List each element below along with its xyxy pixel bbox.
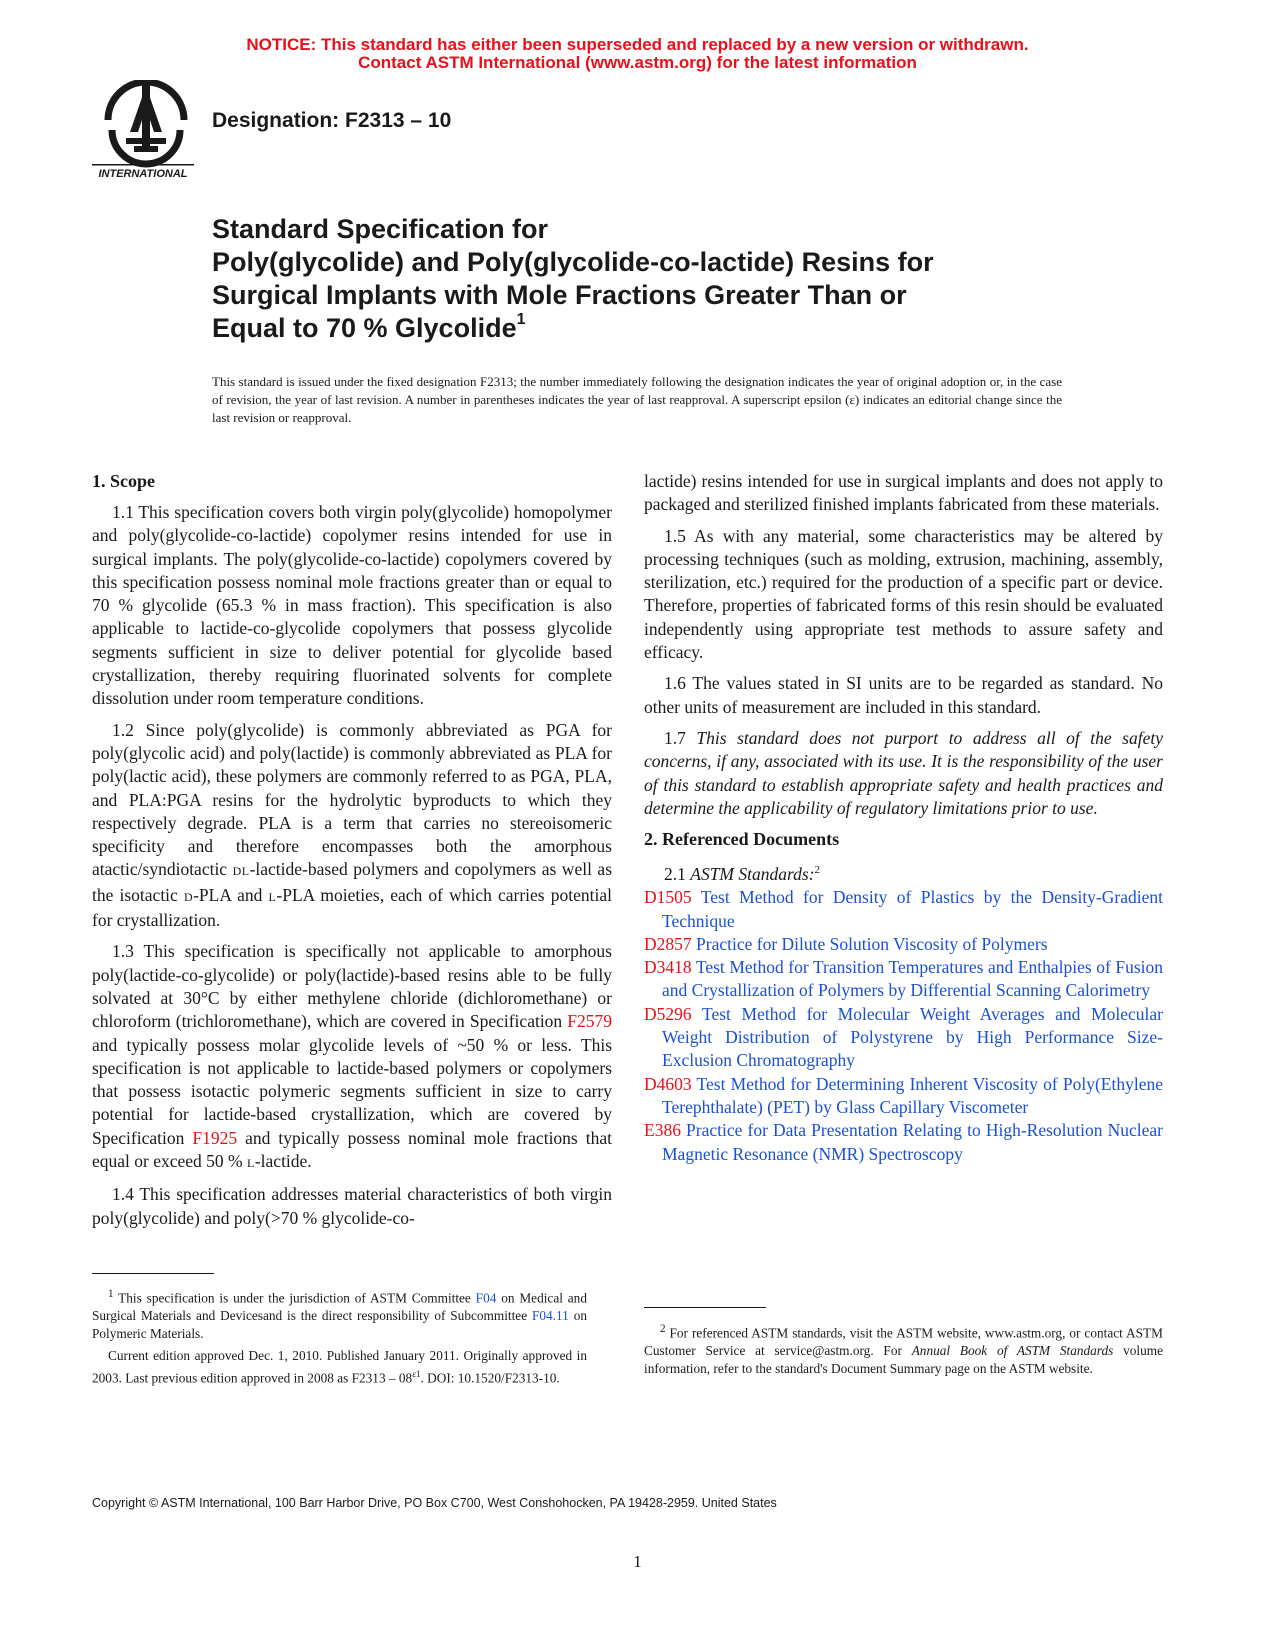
small-caps-l-2: L (247, 1156, 255, 1171)
subsection-2-1 (644, 859, 1163, 886)
title-line-4-text: Equal to 70 % Glycolide (212, 313, 517, 343)
issued-note: This standard is issued under the fixed designation F2313; the number immediately following the designation indicates the year of original adoption or, in the case of revision, the year of last revision. A number in parentheses indicates the year of last reapproval. A superscript epsilon (ε) indicates an editorial change since the last revision or reapproval. (212, 374, 1062, 425)
footnote-2-text-b: volume information, refer to the standard's Document Summary page on the ASTM website. (644, 1343, 1163, 1377)
paragraph-1-4-start: 1.4 This specification addresses material characteristics of both virgin poly(glycolide) and poly(>70 % glycolide-co- (92, 1184, 612, 1228)
section-2-heading: 2. Referenced Documents (644, 829, 840, 850)
footnote-1-p2-text-a: Current edition approved Dec. 1, 2010. Published January 2011. Originally approved in 2003. Last previous edition approved in 2008 as F2313 – 08 (92, 1348, 587, 1386)
link-f2579[interactable]: F2579 (567, 1011, 612, 1032)
reference-code[interactable]: D2857 (644, 933, 692, 954)
reference-item[interactable] (644, 1003, 1163, 1073)
footnote-rule-left (92, 1273, 214, 1274)
reference-item[interactable] (644, 1119, 1163, 1166)
reference-title[interactable]: Test Method for Molecular Weight Averages and Molecular Weight Distribution of Polystyrene by High Performance Size-Exclusion Chromatography (662, 1003, 1163, 1071)
notice-line-2: Contact ASTM International (www.astm.org) for the latest information (358, 53, 917, 72)
small-caps-dl: DL (232, 864, 250, 879)
small-caps-l: L (268, 889, 277, 904)
sub-2-1-label: ASTM Standards: (690, 863, 815, 884)
p1-7-text: This standard does not purport to address all of the safety concerns, if any, associated with its use. It is the responsibility of the user of this standard to establish appropriate safety and health practices and determine the applicability of regulatory limitations prior to use. (644, 727, 1164, 818)
reference-item[interactable] (644, 956, 1163, 1003)
p1-2-text-b: -lactide-based polymers and copolymers as well as the isotactic (92, 859, 613, 905)
reference-list (644, 886, 1163, 1166)
reference-item[interactable] (644, 1073, 1163, 1120)
p1-2-text-e: -PLA moieties, each of which carries potential for crystallization. (92, 884, 612, 931)
designation: Designation: F2313 – 10 (212, 109, 452, 132)
paragraph-1-4-cont: lactide) resins intended for use in surgical implants and does not apply to packaged and sterilized finished implants fabricated from these materials. (644, 471, 1163, 515)
left-column (92, 470, 612, 1238)
footnote-1-text-a: This specification is under the jurisdiction of ASTM Committee (113, 1290, 476, 1306)
footnote-1-para-1 (92, 1285, 587, 1343)
p1-3-text-c: and typically possess nominal mole fractions that equal or exceed 50 % (92, 1127, 612, 1172)
reference-title[interactable]: Practice for Dilute Solution Viscosity of Polymers (691, 933, 1048, 954)
reference-item[interactable] (644, 886, 1163, 933)
footnote-2-para (644, 1320, 1163, 1378)
paragraph-1-1: 1.1 This specification covers both virgin poly(glycolide) homopolymer and poly(glycolide-co-lactide) copolymer resins intended for use in surgical implants. The poly(glycolide-co-lactide) copolymers covered by this specification possess nominal mole fractions greater than or equal to 70 % glycolide (65.3 % in mass fraction). This specification is also applicable to lactide-co-glycolide copolymers that possess glycolide segments sufficient in size to deliver potential for glycolide based crystallization, thereby requiring fluorinated solvents for complete dissolution under room temperature conditions. (92, 502, 612, 709)
small-caps-d: D (183, 889, 194, 904)
paragraph-1-7 (644, 727, 1163, 820)
footnote-1-text-c: on Polymeric Materials. (92, 1308, 587, 1342)
p1-2-text-c: -PLA and (193, 884, 269, 905)
paragraph-1-3 (92, 940, 612, 1175)
reference-title[interactable]: Test Method for Transition Temperatures and Enthalpies of Fusion and Crystallization of Polymers by Differential Scanning Calorimetry (662, 957, 1163, 1001)
footnote-2-mark: 2 (660, 1323, 666, 1335)
paragraph-1-6: 1.6 The values stated in SI units are to be regarded as standard. No other units of measurement are included in this standard. (644, 673, 1163, 717)
reference-title[interactable]: Test Method for Determining Inherent Viscosity of Poly(Ethylene Terephthalate) (PET) by Glass Capillary Viscometer (662, 1073, 1163, 1117)
footnote-1-p2-text-b: . DOI: 10.1520/F2313-10. (420, 1370, 560, 1386)
astm-logo (90, 80, 202, 180)
reference-item[interactable] (644, 933, 1163, 956)
sub-2-1-mark: 2 (814, 864, 821, 877)
title-line-2: Poly(glycolide) and Poly(glycolide-co-lactide) Resins for (212, 247, 934, 277)
title-line-3: Surgical Implants with Mole Fractions Greater Than or (212, 280, 907, 310)
title-footnote-mark: 1 (516, 311, 526, 328)
reference-code[interactable]: D4603 (644, 1073, 692, 1094)
footnote-1-para-2 (92, 1347, 587, 1387)
title-line-1: Standard Specification for (212, 214, 549, 244)
paragraph-1-5: 1.5 As with any material, some characteristics may be altered by processing techniques (such as molding, extrusion, machining, assembly, sterilization, etc.) required for the production of a specific part or device. Therefore, properties of fabricated forms of this resin should be evaluated independently using appropriate test methods to assure safety and efficacy. (644, 525, 1163, 663)
reference-code[interactable]: E386 (644, 1120, 681, 1141)
p1-3-text-b: and typically possess molar glycolide levels of ~50 % or less. This specification is not applicable to lactide-based polymers or copolymers that possess isotactic polymeric segments sufficient in size to carry potential for lactide-based crystallization, which are covered by Specification (92, 1034, 612, 1148)
footnote-2-italic: Annual Book of ASTM Standards (911, 1343, 1114, 1359)
p1-3-text-d: -lactide. (254, 1151, 312, 1172)
paragraph-1-2 (92, 719, 612, 933)
logo-text: INTERNATIONAL (98, 168, 188, 180)
footnote-2-text-a: For referenced ASTM standards, visit the ASTM website, www.astm.org, or contact ASTM Customer Service at service@astm.org. For (644, 1325, 1163, 1359)
notice-line-1: NOTICE: This standard has either been superseded and replaced by a new version or withdrawn. (246, 35, 1029, 54)
right-column (644, 470, 1163, 1166)
footnote-1-epsilon: ε1 (412, 1369, 421, 1380)
sub-2-1-number: 2.1 (664, 863, 691, 884)
section-1-heading: 1. Scope (92, 471, 155, 491)
footnote-1-text-b: on Medical and Surgical Materials and Devicesand is the direct responsibility of Subcommittee (92, 1290, 587, 1324)
copyright: Copyright © ASTM International, 100 Barr Harbor Drive, PO Box C700, West Conshohocken, PA 19428-2959. United States (92, 1496, 777, 1510)
reference-code[interactable]: D5296 (644, 1003, 692, 1024)
p1-7-number: 1.7 (664, 727, 697, 748)
footnote-rule-right (644, 1307, 766, 1308)
page-number: 1 (633, 1552, 642, 1571)
link-f04[interactable]: F04 (475, 1290, 497, 1306)
link-f04-11[interactable]: F04.11 (531, 1308, 569, 1324)
title-line-4 (212, 312, 1032, 345)
footnote-2 (644, 1320, 1163, 1382)
reference-title[interactable]: Test Method for Density of Plastics by the Density-Gradient Technique (662, 887, 1163, 931)
footnote-1 (92, 1285, 587, 1392)
p1-3-text-a: 1.3 This specification is specifically not applicable to amorphous poly(lactide-co-glycolide) or poly(lactide)-based resins able to be fully solvated at 30°C by either methylene chloride (dichloromethane) or chloroform (trichloromethane), which are covered in Specification (92, 941, 612, 1032)
link-f1925[interactable]: F1925 (192, 1127, 238, 1148)
reference-code[interactable]: D1505 (644, 887, 692, 908)
astm-logo-icon (90, 80, 202, 180)
document-title (212, 213, 1032, 345)
reference-title[interactable]: Practice for Data Presentation Relating to High-Resolution Nuclear Magnetic Resonance (NMR) Spectroscopy (662, 1120, 1163, 1164)
reference-code[interactable]: D3418 (644, 957, 692, 978)
p1-2-text-a: 1.2 Since poly(glycolide) is commonly abbreviated as PGA for poly(glycolic acid) and poly(lactide) is commonly abbreviated as PLA for poly(lactic acid), these polymers are commonly referred to as PGA, PLA, and PLA:PGA resins for the hydrolytic byproducts to which they respectively degrade. PLA is a term that carries no stereoisomeric specificity and therefore encompasses both the amorphous atactic/syndiotactic (92, 719, 612, 880)
footnote-1-mark: 1 (108, 1288, 114, 1300)
